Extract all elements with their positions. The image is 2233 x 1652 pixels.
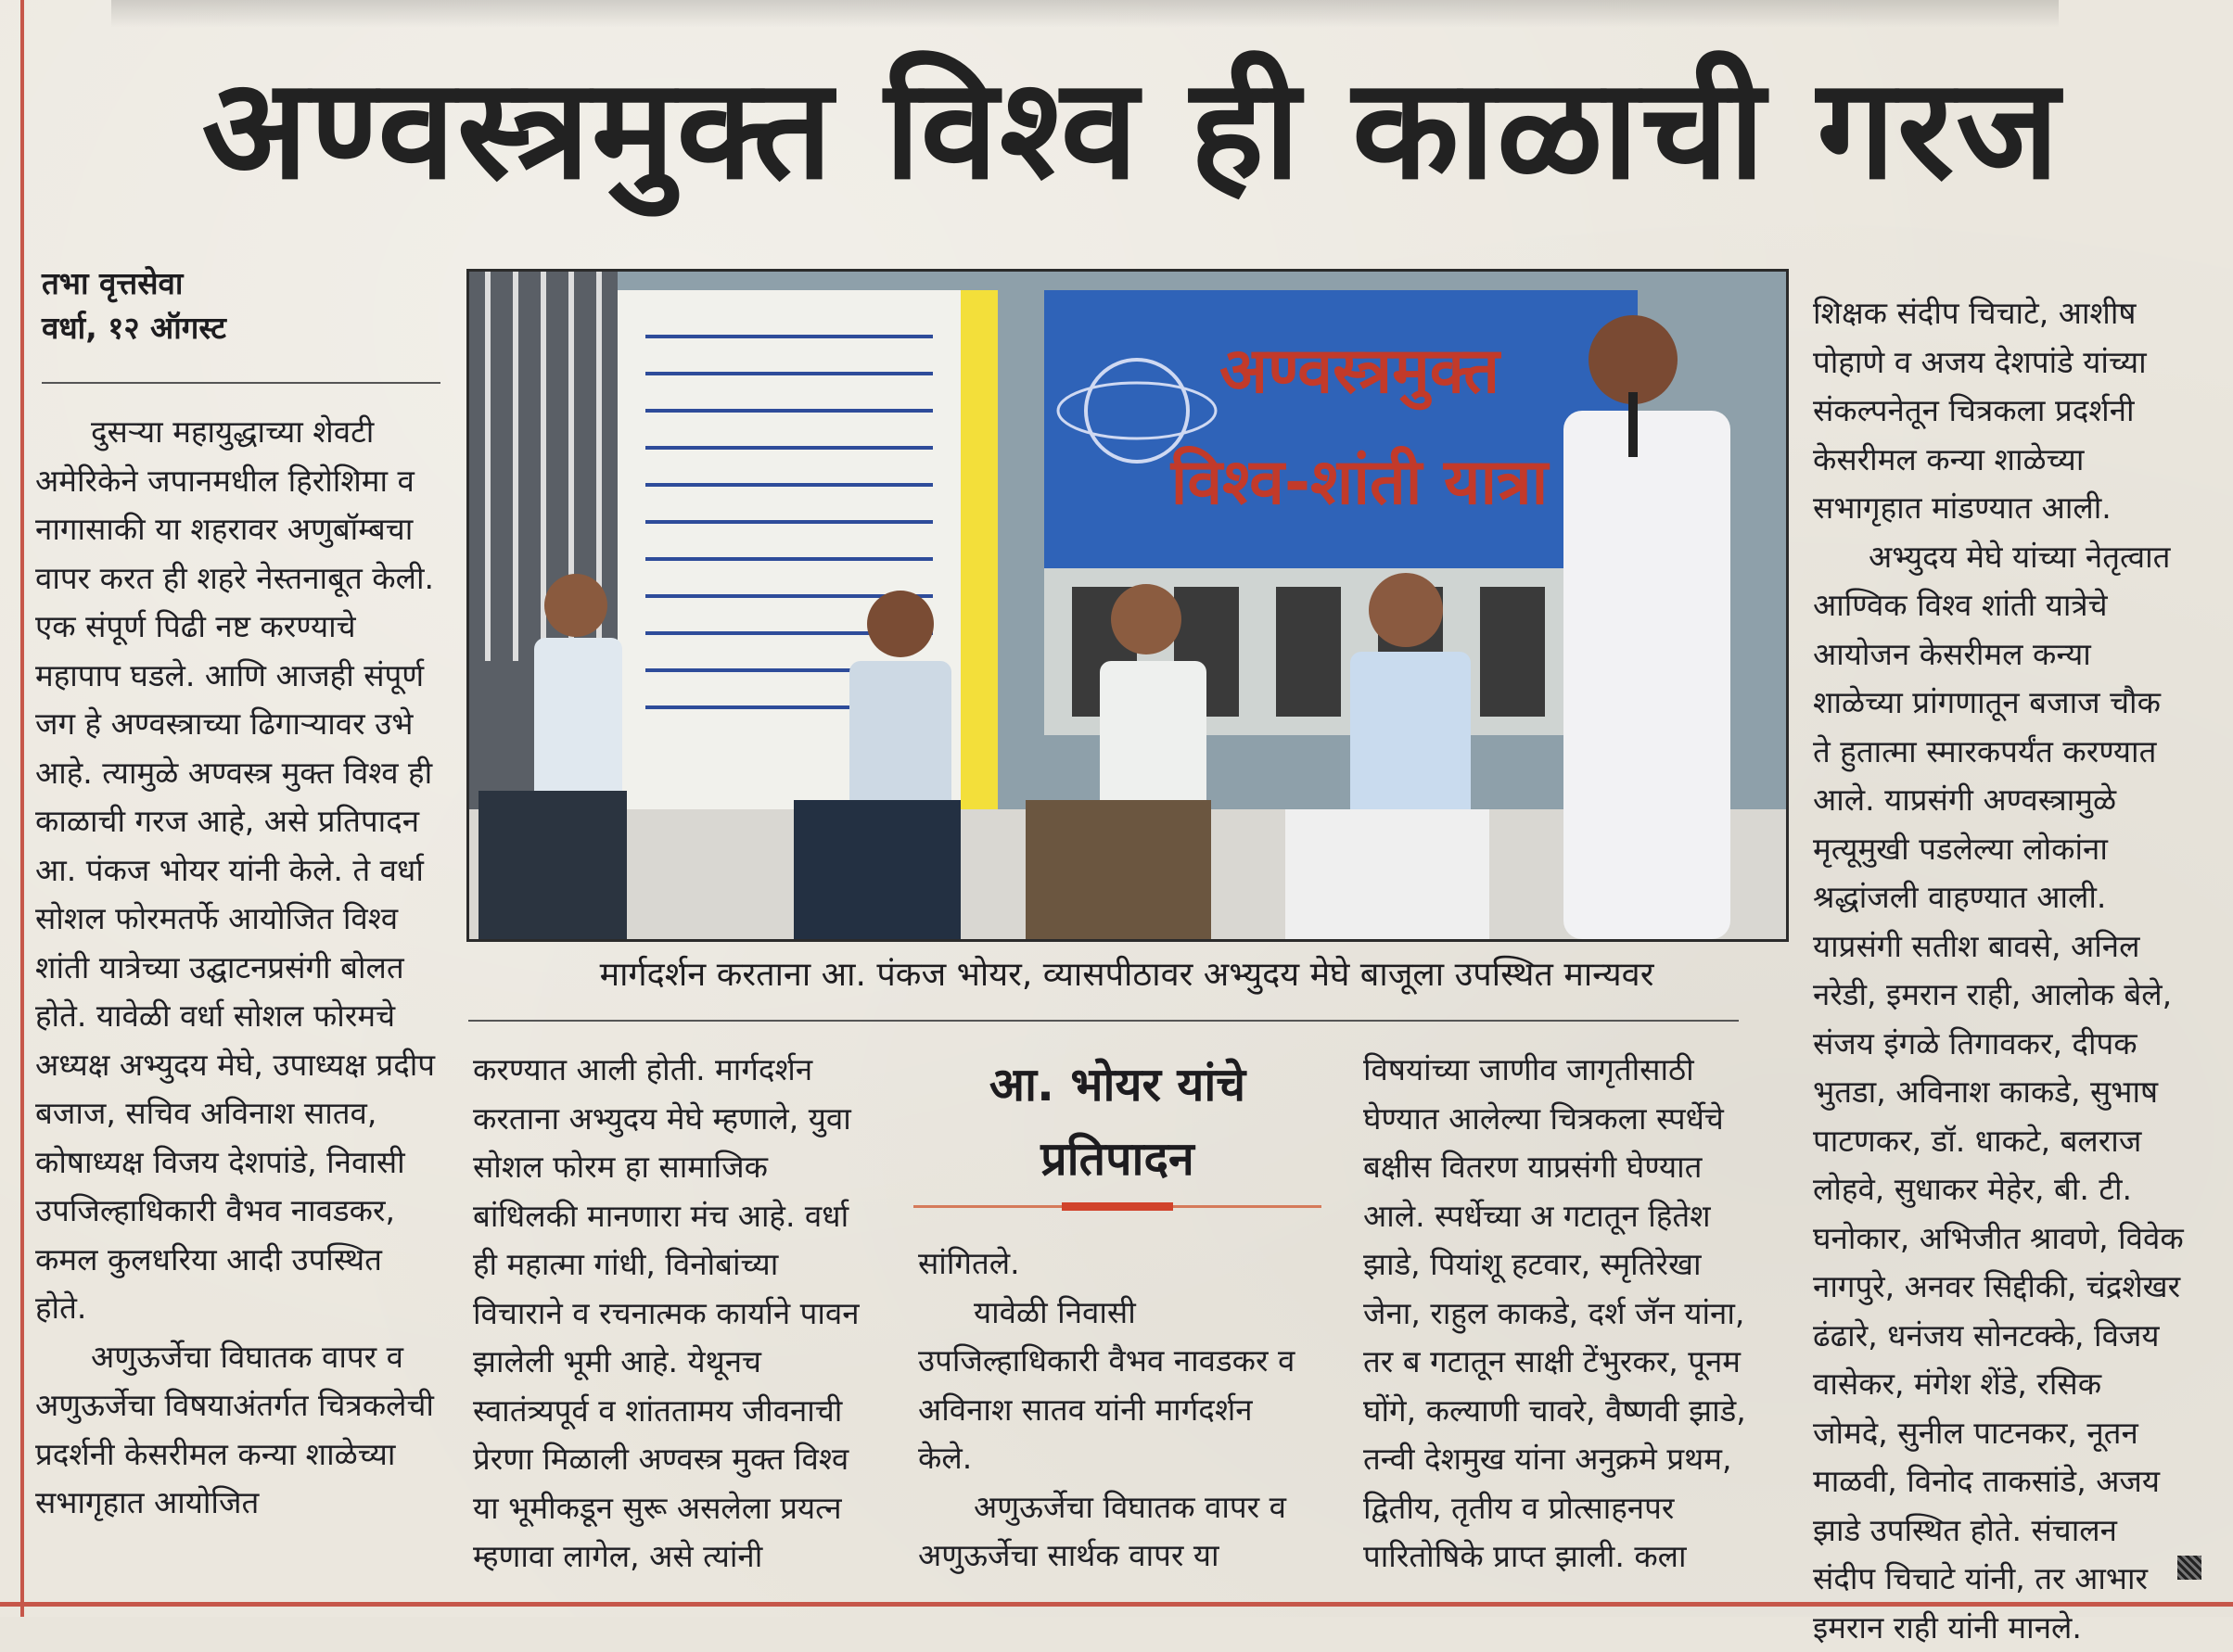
previous-article-bleed	[111, 0, 2059, 28]
article-column-3	[918, 1239, 1308, 1581]
dateline-place-date: वर्धा, १२ ऑगस्ट	[42, 306, 450, 350]
banner-text-line-2: विश्व-शांती यात्रा	[1169, 446, 1550, 519]
paragraph: अभ्युदय मेघे यांच्या नेतृत्वात आण्विक विश्व शांती यात्रेचे आयोजन केसरीमल कन्या शाळेच्या प्रांगणातून बजाज चौक ते हुतात्मा स्मारकपर्यंत करण्यात आले. याप्रसंगी अण्वस्त्रामुळे मृत्यूमुखी पडलेल्या लोकांना श्रद्धांजली वाहण्यात आली. याप्रसंगी सतीश बावसे, अनिल नरेडी, इमरान राही, आलोक बेले, संजय इंगळे तिगावकर, दीपक भुतडा, अविनाश काकडे, सुभाष पाटणकर, डॉ. धाकटे, बलराज लोहवे, सुधाकर मेहेर, बी. टी. घनोकार, अभिजीत श्रावणे, विवेक नागपुरे, अनवर सिद्दीकी, चंद्रशेखर ढंढारे, धनंजय सोनटक्के, विजय वासेकर, मंगेश शेंडे, रसिक जोमदे, सुनील पाटनकर, नूतन माळवी, विनोद ताकसांडे, अजय झाडे उपस्थित होते. संचालन संदीप चिचाटे यांनी, तर आभार इमरान राही यांनी मानले.	[1813, 533, 2184, 1652]
article-column-2	[473, 1046, 862, 1582]
paragraph: यावेळी निवासी उपजिल्हाधिकारी वैभव नावडकर व अविनाश सातव यांनी मार्गदर्शन केले.	[918, 1289, 1308, 1483]
photo-caption: मार्गदर्शन करताना आ. पंकज भोयर, व्यासपीठावर अभ्युदय मेघे बाजूला उपस्थित मान्यवर	[468, 955, 1785, 996]
article-column-5	[1813, 289, 2184, 1652]
page-border-left	[20, 0, 24, 1617]
event-photo-illustration	[469, 272, 1786, 939]
paragraph: अणुऊर्जेचा विघातक वापर व अणुऊर्जेचा विषयाअंतर्गत चित्रकलेची प्रदर्शनी केसरीमल कन्या शाळेच्या सभागृहात आयोजित	[35, 1333, 436, 1528]
event-photo	[466, 269, 1789, 942]
article-headline: अण्वस्त्रमुक्त विश्व ही काळाची गरज	[56, 37, 2207, 222]
paragraph: शिक्षक संदीप चिचाटे, आशीष पोहाणे व अजय देशपांडे यांच्या संकल्पनेतून चित्रकला प्रदर्शनी केसरीमल कन्या शाळेच्या सभागृहात मांडण्यात आली.	[1813, 289, 2184, 533]
paragraph: विषयांच्या जाणीव जागृतीसाठी घेण्यात आलेल्या चित्रकला स्पर्धेचे बक्षीस वितरण याप्रसंगी घेण्यात आले. स्पर्धेच्या अ गटातून हितेश झाडे, पियांशू हटवार, स्मृतिरेखा जेना, राहुल काकडे, दर्श जॅन यांना, तर ब गटातून साक्षी टेंभुरकर, पूनम घोंगे, कल्याणी चावरे, वैष्णवी झाडे, तन्वी देशमुख यांना अनुक्रमे प्रथम, द्वितीय, तृतीय व प्रोत्साहनपर पारितोषिके प्राप्त झाली. कला	[1363, 1046, 1753, 1582]
subhead-line-2: प्रतिपादन	[913, 1122, 1321, 1196]
dateline-source: तभा वृत्तसेवा	[42, 261, 450, 306]
paragraph: करण्यात आली होती. मार्गदर्शन करताना अभ्युदय मेघे म्हणाले, युवा सोशल फोरम हा सामाजिक बांधिलकी मानणारा मंच आहे. वर्धा ही महात्मा गांधी, विनोबांच्या विचाराने व रचनात्मक कार्याने पावन झालेली भूमी आहे. येथूनच स्वातंत्र्यपूर्व व शांततामय जीवनाची प्रेरणा मिळाली अण्वस्त्र मुक्त विश्व या भूमीकडून सुरू असलेला प्रयत्न म्हणावा लागेल, असे त्यांनी	[473, 1046, 862, 1582]
paragraph: दुसऱ्या महायुद्धाच्या शेवटी अमेरिकेने जपानमधील हिरोशिमा व नागासाकी या शहरावर अणुबॉम्बचा वापर करत ही शहरे नेस्तनाबूत केली. एक संपूर्ण पिढी नष्ट करण्याचे महापाप घडले. आणि आजही संपूर्ण जग हे अण्वस्त्राच्या ढिगाऱ्यावर उभे आहे. त्यामुळे अण्वस्त्र मुक्त विश्व ही काळाची गरज आहे, असे प्रतिपादन आ. पंकज भोयर यांनी केले. ते वर्धा सोशल फोरमतर्फे आयोजित विश्व शांती यात्रेच्या उद्घाटनप्रसंगी बोलत होते. यावेळी वर्धा सोशल फोरमचे अध्यक्ष अभ्युदय मेघे, उपाध्यक्ष प्रदीप बजाज, सचिव अविनाश सातव, कोषाध्यक्ष विजय देशपांडे, निवासी उपजिल्हाधिकारी वैभव नावडकर, कमल कुलधरिया आदी उपस्थित होते.	[35, 408, 436, 1333]
subhead-line-1: आ. भोयर यांचे	[913, 1048, 1321, 1122]
dateline-rule	[42, 382, 440, 384]
article-column-1	[35, 408, 436, 1528]
article-column-4	[1363, 1046, 1753, 1582]
dateline	[42, 261, 450, 350]
caption-rule	[468, 1020, 1739, 1022]
article-subhead	[913, 1048, 1321, 1196]
paragraph: अणुऊर्जेचा विघातक वापर व अणुऊर्जेचा सार्थक वापर या	[918, 1483, 1308, 1581]
subhead-underline-accent	[1062, 1202, 1173, 1211]
end-of-article-marker	[2177, 1556, 2201, 1580]
banner-text-line-1: अण्वस्त्रमुक्त	[1219, 335, 1501, 411]
paragraph: सांगितले.	[918, 1239, 1308, 1289]
